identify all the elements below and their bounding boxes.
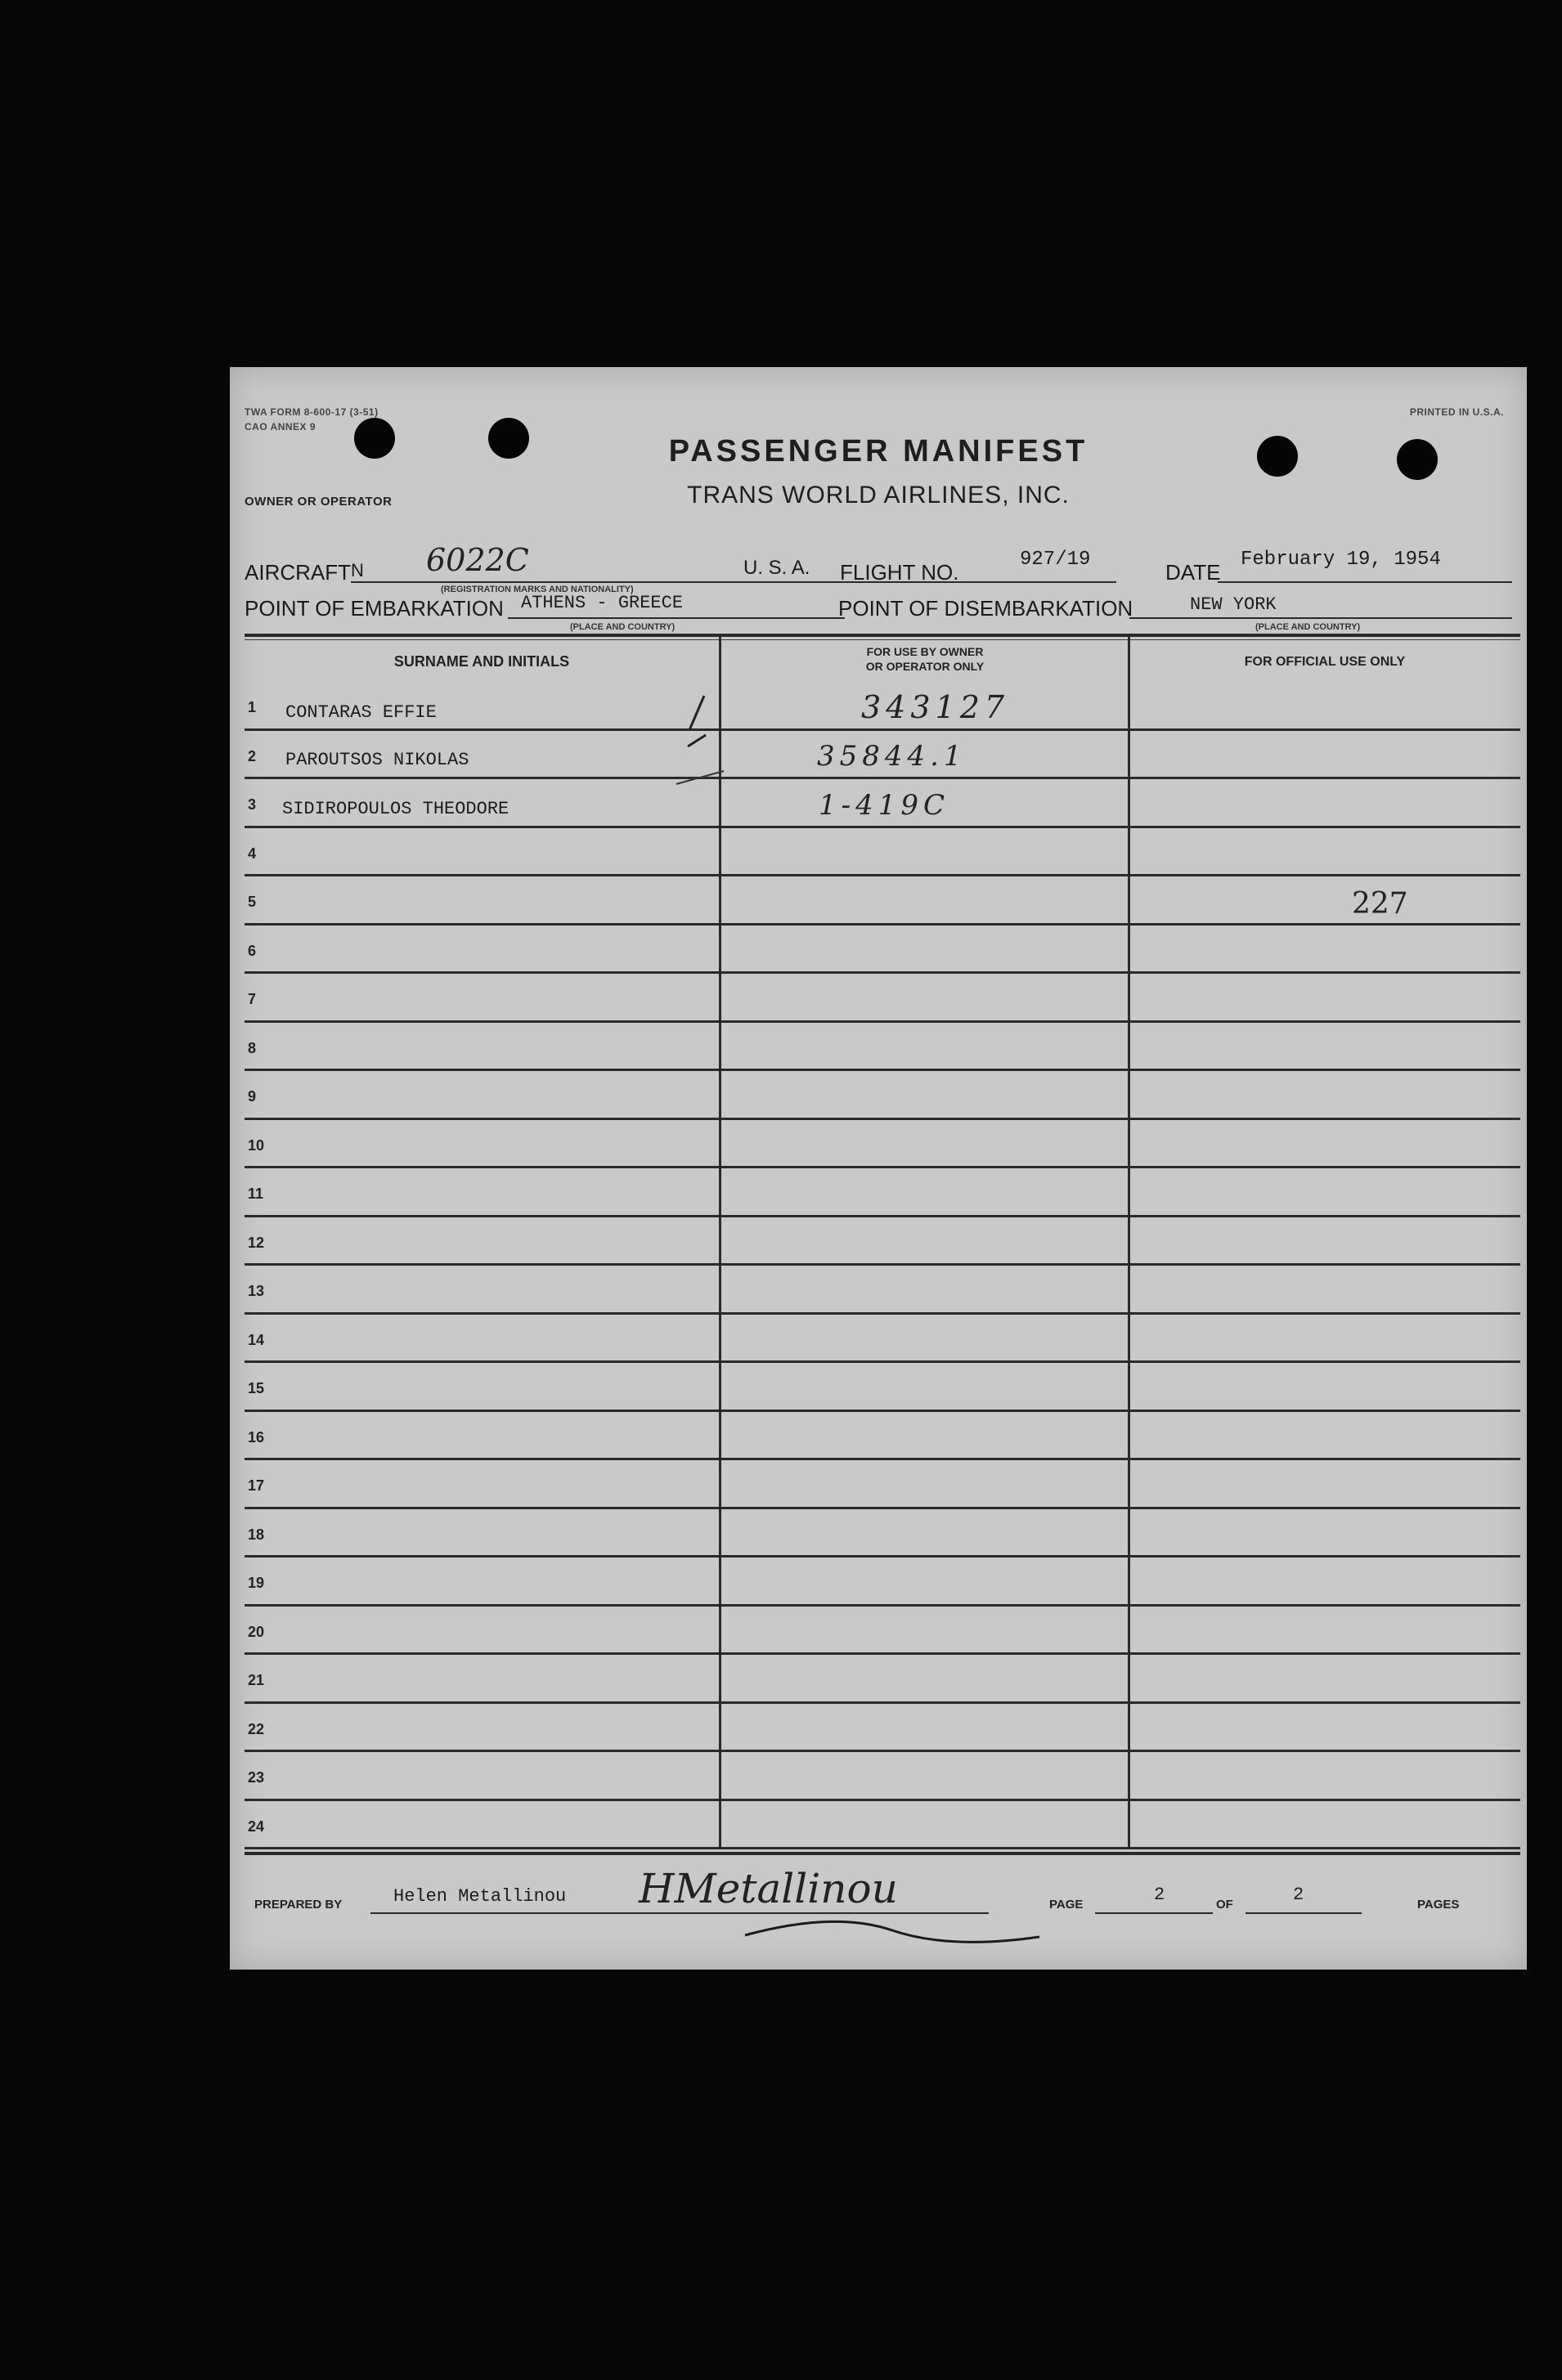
row-number: 8: [248, 1039, 257, 1056]
row-number: 22: [248, 1720, 265, 1737]
date-underline: [1218, 581, 1512, 583]
row-rule: [245, 1507, 1520, 1509]
row-number: 21: [248, 1672, 265, 1688]
page-value: 2: [1154, 1885, 1165, 1905]
aircraft-prefix: N: [351, 560, 364, 580]
passenger-1-ticket: 343127: [861, 689, 1010, 725]
manifest-paper: [230, 367, 1527, 1970]
row-rule: [245, 874, 1520, 876]
header-rule-top: [245, 634, 1520, 637]
airline-name: TRANS WORLD AIRLINES, INC.: [687, 482, 1070, 509]
col-surname-header: SURNAME AND INITIALS: [393, 653, 570, 670]
cao-annex: CAO ANNEX 9: [245, 421, 316, 433]
row-rule: [245, 826, 1520, 828]
of-value: 2: [1293, 1885, 1304, 1905]
aircraft-label: AIRCRAFT: [245, 560, 351, 585]
row-number: 3: [248, 796, 257, 813]
owner-label: OWNER OR OPERATOR: [245, 495, 393, 509]
nationality: U. S. A.: [743, 557, 810, 579]
passenger-2-name: PAROUTSOS NIKOLAS: [285, 750, 469, 770]
footer-rule: [245, 1852, 1520, 1855]
signature-flourish: [737, 1911, 1048, 1952]
pages-label: PAGES: [1417, 1898, 1460, 1912]
row-number: 15: [248, 1380, 265, 1396]
row-rule: [245, 1069, 1520, 1071]
row-rule: [245, 1604, 1520, 1607]
embark-note: (PLACE AND COUNTRY): [570, 622, 676, 632]
page-underline: [1095, 1912, 1213, 1914]
passenger-1-name: CONTARAS EFFIE: [285, 702, 437, 723]
passenger-3-name: SIDIROPOULOS THEODORE: [282, 799, 509, 819]
embark-label: POINT OF EMBARKATION: [245, 596, 504, 621]
header-rule-top-2: [245, 639, 1520, 640]
prepared-label: PREPARED BY: [254, 1898, 343, 1912]
page-label: PAGE: [1049, 1898, 1084, 1912]
row-number: 10: [248, 1136, 265, 1154]
row-rule: [245, 1263, 1520, 1266]
passenger-2-ticket: 35844.1: [817, 740, 967, 773]
registration-note: (REGISTRATION MARKS AND NATIONALITY): [441, 585, 634, 594]
disembark-underline: [1129, 617, 1512, 619]
row-number: 4: [248, 845, 257, 862]
row-number: 14: [248, 1331, 265, 1348]
row-rule: [245, 728, 1520, 731]
row-number: 5: [248, 894, 257, 910]
row-number: 12: [248, 1234, 265, 1251]
signature: HMetallinou: [639, 1865, 898, 1912]
disembark-note: (PLACE AND COUNTRY): [1255, 622, 1361, 632]
row-rule: [245, 1652, 1520, 1655]
row-rule: [245, 1555, 1520, 1558]
tick-marks: [671, 689, 745, 812]
row-number: 9: [248, 1088, 257, 1105]
flight-label: FLIGHT NO.: [840, 560, 959, 585]
row-rule: [245, 1360, 1520, 1363]
row-rule: [245, 1215, 1520, 1217]
row-number: 2: [248, 747, 257, 764]
disembark-label: POINT OF DISEMBARKATION: [838, 596, 1133, 621]
row-number: 6: [248, 942, 257, 959]
row-rule: [245, 1312, 1520, 1315]
row-number: 17: [248, 1477, 265, 1494]
of-underline: [1246, 1912, 1362, 1914]
row-rule: [245, 923, 1520, 926]
official-value: 227: [1352, 887, 1408, 921]
flight-value: 927/19: [1020, 549, 1091, 571]
of-label: OF: [1216, 1898, 1233, 1912]
row-rule: [245, 1750, 1520, 1752]
row-rule: [245, 1166, 1520, 1168]
row-rule: [245, 1410, 1520, 1412]
row-rule: [245, 1847, 1520, 1849]
row-rule: [245, 1701, 1520, 1704]
row-number: 1: [248, 699, 257, 715]
embark-underline: [508, 617, 845, 619]
row-rule: [245, 971, 1520, 974]
row-number: 24: [248, 1817, 265, 1835]
printed-in: PRINTED IN U.S.A.: [1409, 406, 1504, 418]
col-owner-header-2: OR OPERATOR ONLY: [865, 660, 985, 673]
col-owner-header-1: FOR USE BY OWNER: [866, 645, 984, 658]
embark-value: ATHENS - GREECE: [521, 593, 684, 613]
aircraft-value: 6022C: [426, 542, 529, 578]
row-number: 7: [248, 991, 257, 1007]
row-number: 11: [248, 1186, 264, 1202]
col-official-header: FOR OFFICIAL USE ONLY: [1244, 655, 1406, 669]
row-number: 18: [248, 1526, 265, 1543]
row-number: 20: [248, 1623, 265, 1640]
passenger-3-ticket: 1-419C: [819, 789, 950, 822]
row-number: 16: [248, 1428, 265, 1445]
row-number: 13: [248, 1283, 265, 1299]
row-rule: [245, 777, 1520, 779]
row-rule: [245, 1799, 1520, 1801]
column-divider: [1128, 637, 1130, 1847]
row-rule: [245, 1020, 1520, 1023]
prepared-value: Helen Metallinou: [393, 1886, 567, 1907]
form-number: TWA FORM 8-600-17 (3-51): [245, 406, 379, 418]
column-divider: [719, 637, 721, 1847]
date-label: DATE: [1165, 560, 1221, 585]
manifest-title: PASSENGER MANIFEST: [668, 434, 1088, 468]
row-rule: [245, 1458, 1520, 1460]
row-rule: [245, 1118, 1520, 1120]
row-number: 19: [248, 1575, 265, 1591]
disembark-value: NEW YORK: [1190, 594, 1277, 615]
flight-underline: [966, 581, 1116, 583]
date-value: February 19, 1954: [1241, 549, 1441, 571]
row-number: 23: [248, 1769, 265, 1786]
